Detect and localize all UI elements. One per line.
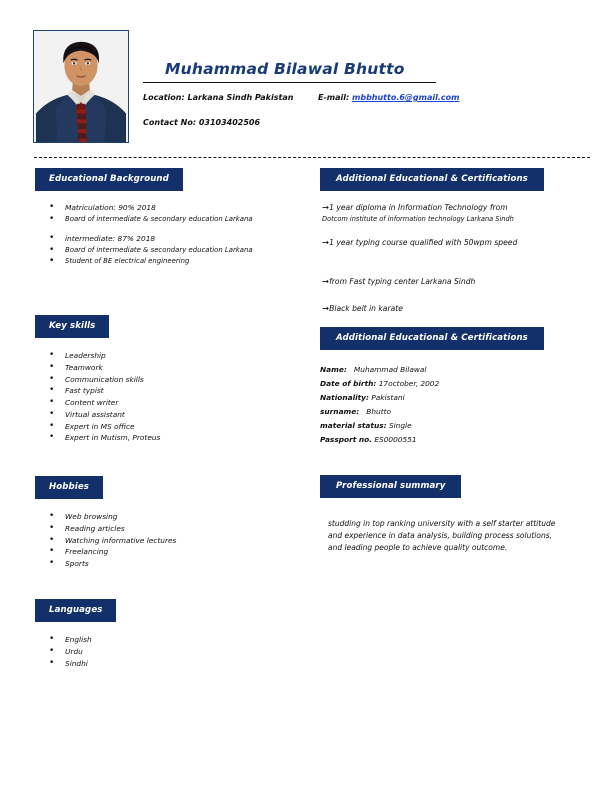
- detail-value: Single: [388, 420, 412, 430]
- section-professional-summary: [314, 475, 604, 554]
- detail-label: material status:: [320, 420, 387, 430]
- list-item: • intermediate: 87% 2018: [35, 234, 300, 243]
- arrow-right-icon: ➞: [322, 237, 330, 248]
- arrow-right-icon: ➞: [322, 303, 330, 314]
- list-item: [320, 203, 600, 224]
- resume-header: [0, 0, 612, 150]
- detail-label: surname:: [320, 406, 360, 416]
- list-item: • Student of BE electrical engineering: [35, 257, 300, 266]
- list-item: • Leadership: [35, 351, 300, 360]
- email-block: [318, 93, 460, 102]
- page-title: Muhammad Bilawal Bhutto: [165, 60, 405, 78]
- section-certifications: [320, 168, 600, 329]
- section-heading-key-skills: Key skills: [35, 315, 109, 338]
- portrait-photo-icon: [34, 31, 128, 142]
- professional-summary-text: studding in top ranking university with a self starter attitude and experience in data analysis, building process solutions, and leading people to achieve quality outcome.: [328, 519, 556, 553]
- certification-main: 1 year typing course qualified with 50wpm speed: [329, 237, 518, 247]
- candidate-name-block: [143, 60, 438, 83]
- list-item: • English: [35, 635, 300, 644]
- list-item: • Expert in MS office: [35, 422, 300, 431]
- detail-row: [320, 436, 600, 443]
- list-item: • Content writer: [35, 398, 300, 407]
- arrow-right-icon: ➞: [322, 203, 330, 213]
- list-item: • Urdu: [35, 647, 300, 656]
- title-underline: [143, 82, 436, 83]
- list-item: • Web browsing: [35, 512, 300, 521]
- certifications-list: [320, 203, 600, 315]
- detail-value: Pakistani: [371, 392, 405, 402]
- list-item: • Board of intermediate & secondary education Larkana: [35, 215, 300, 224]
- certification-main: Black belt in karate: [329, 303, 403, 313]
- section-heading-professional-summary: Professional summary: [320, 475, 461, 498]
- list-item: • Fast typist: [35, 386, 300, 395]
- section-heading-education: Educational Background: [35, 168, 183, 191]
- education-list: [35, 203, 300, 266]
- detail-value: Muhammad Bilawal: [353, 365, 427, 374]
- profile-photo: [33, 30, 129, 143]
- contact-number-text: Contact No: 03103402506: [143, 118, 261, 127]
- contact-row-primary: [143, 93, 563, 102]
- location-text: Location: Larkana Sindh Pakistan: [143, 93, 294, 102]
- certification-main: from Fast typing center Larkana Sindh: [329, 276, 476, 286]
- key-skills-list: [35, 351, 300, 443]
- list-item: • Expert in Mutism, Proteus: [35, 433, 300, 442]
- list-item: [320, 304, 600, 315]
- detail-label: Nationality:: [320, 392, 369, 402]
- detail-label: Name:: [320, 365, 347, 374]
- arrow-right-icon: ➞: [322, 276, 330, 287]
- header-divider: [34, 157, 590, 158]
- section-heading-hobbies: Hobbies: [35, 476, 103, 499]
- section-education: [35, 168, 300, 268]
- email-link[interactable]: mbbhutto.6@gmail.com: [352, 93, 460, 102]
- list-item: • Reading articles: [35, 524, 300, 533]
- detail-row: [320, 380, 600, 387]
- list-item: • Sindhi: [35, 659, 300, 668]
- section-heading-personal-details: Additional Educational & Certifications: [320, 327, 544, 350]
- detail-value: Bhutto: [366, 406, 392, 416]
- detail-row: [320, 394, 600, 401]
- list-item: [320, 238, 600, 249]
- hobbies-list: [35, 512, 300, 568]
- list-item: • Communication skills: [35, 375, 300, 384]
- detail-row: [320, 366, 600, 373]
- section-personal-details: [320, 327, 600, 449]
- list-item: [320, 277, 600, 288]
- section-hobbies: [35, 476, 300, 571]
- certification-main: 1 year diploma in Information Technology from: [329, 203, 508, 212]
- detail-label: Date of birth:: [320, 378, 377, 388]
- section-heading-certifications: Additional Educational & Certifications: [320, 168, 544, 191]
- detail-label: Passport no.: [320, 434, 372, 444]
- section-heading-languages: Languages: [35, 599, 116, 622]
- list-item: • Teamwork: [35, 363, 300, 372]
- detail-row: [320, 408, 600, 415]
- section-languages: [35, 599, 300, 670]
- list-item: • Board of intermediate & secondary education Larkana: [35, 246, 300, 255]
- list-item: • Freelancing: [35, 547, 300, 556]
- languages-list: [35, 635, 300, 668]
- email-label: E-mail:: [318, 93, 350, 102]
- detail-value: ES0000551: [374, 434, 417, 444]
- detail-row: [320, 422, 600, 429]
- personal-details-list: [320, 366, 600, 443]
- section-key-skills: [35, 315, 300, 445]
- list-item: • Matriculation: 90% 2018: [35, 203, 300, 212]
- detail-value: 17october, 2002: [378, 378, 440, 388]
- certification-sub: Dotcom institute of information technology Larkana Sindh: [322, 215, 514, 224]
- list-item: • Sports: [35, 559, 300, 568]
- list-item: • Watching informative lectures: [35, 536, 300, 545]
- list-item: • Virtual assistant: [35, 410, 300, 419]
